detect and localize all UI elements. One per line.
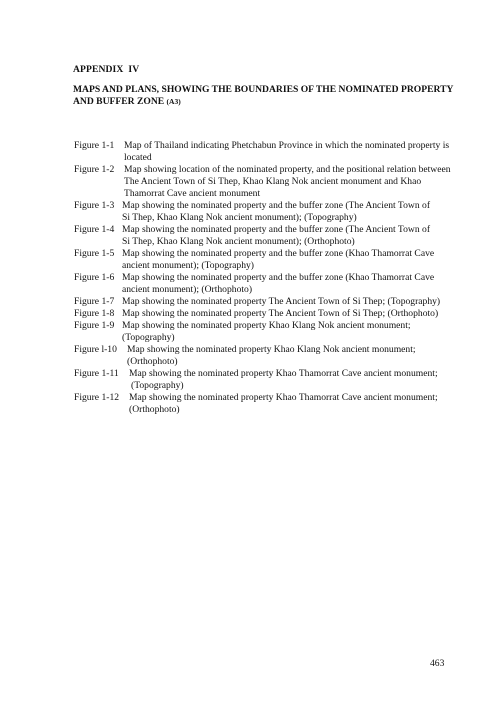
figure-entry	[74, 224, 474, 248]
figure-caption	[122, 248, 474, 272]
figure-caption	[122, 320, 474, 344]
page-number: 463	[430, 658, 445, 669]
caption-line: Map showing the nominated property and the buffer zone (The Ancient Town of	[122, 224, 431, 235]
caption-line: Map of Thailand indicating Phetchabun Province in which the nominated property is	[124, 140, 450, 151]
caption-line: ancient monument); (Orthophoto)	[122, 284, 253, 295]
figure-entry	[74, 308, 474, 320]
caption-line: Map showing the nominated property Khao Thamorrat Cave ancient monument;	[129, 392, 438, 403]
figure-list	[74, 140, 474, 416]
figure-number: Figure 1-2	[74, 164, 115, 175]
caption-line: Map showing the nominated property Khao Thamorrat Cave ancient monument;	[129, 368, 438, 379]
figure-caption	[127, 344, 474, 368]
figure-caption	[124, 140, 474, 164]
figure-number: Figure 1-1	[74, 140, 115, 151]
heading-line-2-main: AND BUFFER ZONE	[73, 96, 167, 107]
figure-caption	[122, 200, 474, 224]
figure-entry	[74, 296, 474, 308]
caption-line: Map showing the nominated property and the buffer zone (Khao Thamorrat Cave	[122, 248, 435, 259]
caption-line: Thamorrat Cave ancient monument	[124, 188, 261, 199]
caption-line: (Topography)	[131, 380, 184, 391]
figure-number: Figure 1-7	[74, 296, 115, 307]
caption-line: Map showing the nominated property and the buffer zone (The Ancient Town of	[122, 200, 431, 211]
caption-line: (Topography)	[122, 332, 175, 343]
figure-caption	[124, 164, 474, 200]
figure-number: Figure 1-11	[74, 368, 119, 379]
caption-line: (Orthophoto)	[129, 404, 180, 415]
figure-number: Figure 1-4	[74, 224, 115, 235]
heading-line-2	[73, 96, 453, 108]
caption-line: Map showing the nominated property and the buffer zone (Khao Thamorrat Cave	[122, 272, 435, 283]
caption-line: Map showing location of the nominated property, and the positional relation between	[124, 164, 451, 175]
figure-number: Figure l-10	[74, 344, 117, 355]
figure-entry	[74, 344, 474, 368]
figure-entry	[74, 320, 474, 344]
figure-number: Figure 1-6	[74, 272, 115, 283]
figure-caption	[129, 392, 474, 416]
figure-caption	[122, 308, 474, 320]
figure-number: Figure 1-5	[74, 248, 115, 259]
figure-entry	[74, 368, 474, 392]
figure-entry	[74, 272, 474, 296]
caption-line: Si Thep, Khao Klang Nok ancient monument); (Orthophoto)	[122, 236, 355, 247]
caption-line: (Orthophoto)	[127, 356, 178, 367]
caption-line: ancient monument); (Topography)	[122, 260, 255, 271]
caption-line: Map showing the nominated property The Ancient Town of Si Thep; (Topography)	[122, 296, 441, 307]
figure-caption	[122, 296, 474, 308]
figure-caption	[122, 272, 474, 296]
figure-number: Figure 1-12	[74, 392, 120, 403]
caption-line: Si Thep, Khao Klang Nok ancient monument); (Topography)	[122, 212, 357, 223]
figure-number: Figure 1-9	[74, 320, 115, 331]
heading-line-1: MAPS AND PLANS, SHOWING THE BOUNDARIES OF THE NOMINATED PROPERTY	[73, 84, 454, 95]
figure-number: Figure 1-3	[74, 200, 115, 211]
caption-line: located	[124, 152, 152, 163]
figure-entry	[74, 200, 474, 224]
figure-entry	[74, 248, 474, 272]
caption-line: Map showing the nominated property Khao Klang Nok ancient monument;	[127, 344, 416, 355]
figure-entry	[74, 164, 474, 200]
figure-number: Figure 1-8	[74, 308, 115, 319]
heading-line-2-paper-size: (A3)	[166, 97, 181, 106]
figure-caption	[122, 224, 474, 248]
caption-line: Map showing the nominated property Khao Klang Nok ancient monument;	[122, 320, 411, 331]
figure-entry	[74, 140, 474, 164]
appendix-heading	[73, 84, 453, 108]
appendix-label: APPENDIX IV	[73, 64, 140, 75]
caption-line: The Ancient Town of Si Thep, Khao Klang Nok ancient monument and Khao	[124, 176, 422, 187]
figure-caption	[129, 368, 474, 392]
figure-entry	[74, 392, 474, 416]
caption-line: Map showing the nominated property The Ancient Town of Si Thep; (Orthophoto)	[122, 308, 439, 319]
